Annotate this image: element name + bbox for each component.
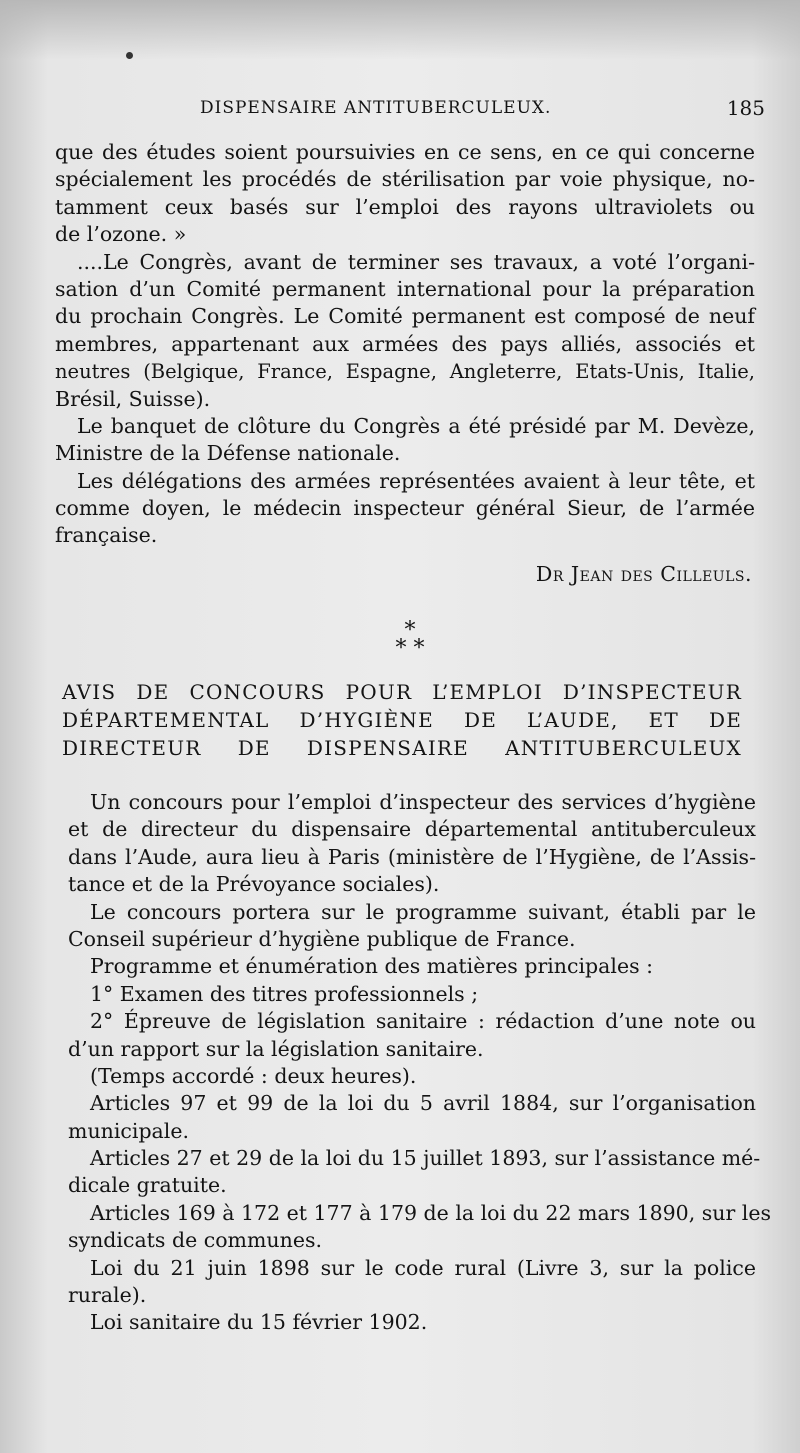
text-line: membres, appartenant aux armées des pays alliés, associés et bbox=[55, 331, 755, 356]
scan-shadow bbox=[0, 0, 800, 60]
text-line: ....Le Congrès, avant de terminer ses travaux, a voté l’organi- bbox=[77, 249, 755, 274]
text-line: 2° Épreuve de législation sanitaire : rédaction d’une note ou bbox=[90, 1009, 756, 1034]
running-title: DISPENSAIRE ANTITUBERCULEUX. bbox=[200, 98, 552, 118]
text-line: Programme et énumération des matières principales : bbox=[90, 954, 654, 979]
asterism-glyph: * * * bbox=[395, 618, 425, 661]
text-line: dicale gratuite. bbox=[68, 1173, 227, 1198]
running-header bbox=[200, 96, 775, 126]
heading-line: DIRECTEUR DE DISPENSAIRE ANTITUBERCULEUX bbox=[62, 736, 742, 760]
section-asterism bbox=[385, 618, 435, 666]
text-line: Un concours pour l’emploi d’inspecteur des services d’hygiène bbox=[90, 790, 756, 814]
text-line: Le concours portera sur le programme suivant, établi par le bbox=[90, 899, 756, 924]
text-line: d’un rapport sur la législation sanitaire. bbox=[68, 1036, 484, 1061]
text-line: Les délégations des armées représentées avaient à leur tête, et bbox=[77, 468, 755, 493]
heading-line: DÉPARTEMENTAL D’HYGIÈNE DE L’AUDE, ET DE bbox=[62, 708, 742, 732]
ink-speck bbox=[126, 52, 133, 59]
text-line: Articles 169 à 172 et 177 à 179 de la loi du 22 mars 1890, sur les bbox=[90, 1200, 771, 1225]
text-line: Articles 27 et 29 de la loi du 15 juillet 1893, sur l’assistance mé- bbox=[90, 1146, 761, 1171]
text-line: française. bbox=[55, 523, 158, 548]
text-line: syndicats de communes. bbox=[68, 1228, 323, 1253]
text-line: Ministre de la Défense nationale. bbox=[55, 441, 401, 466]
text-line: neutres (Belgique, France, Espagne, Angleterre, Etats-Unis, Italie, bbox=[55, 360, 755, 384]
text-line: 1° Examen des titres professionnels ; bbox=[90, 981, 479, 1006]
text-line: (Temps accordé : deux heures). bbox=[90, 1063, 417, 1088]
text-line: tance et de la Prévoyance sociales). bbox=[68, 872, 440, 897]
notice-heading bbox=[62, 678, 742, 762]
text-line: de l’ozone. » bbox=[55, 222, 187, 247]
text-line: du prochain Congrès. Le Comité permanent est composé de neuf bbox=[55, 304, 755, 329]
page-number: 185 bbox=[726, 96, 765, 120]
text-line: dans l’Aude, aura lieu à Paris (ministère de l’Hygiène, de l’Assis- bbox=[68, 844, 756, 869]
notice-body-text bbox=[68, 789, 771, 1337]
text-line: Conseil supérieur d’hygiène publique de France. bbox=[68, 926, 576, 951]
text-line: que des études soient poursuivies en ce sens, en ce qui concerne bbox=[55, 140, 755, 164]
text-line: comme doyen, le médecin inspecteur général Sieur, de l’armée bbox=[55, 496, 755, 521]
text-line: et de directeur du dispensaire départemental antituberculeux bbox=[68, 817, 756, 842]
author-signature: Dr Jean des Cilleuls. bbox=[535, 562, 752, 586]
text-line: tamment ceux basés sur l’emploi des rayons ultraviolets ou bbox=[55, 194, 755, 219]
text-line: Brésil, Suisse). bbox=[55, 386, 211, 411]
text-line: rurale). bbox=[68, 1283, 147, 1308]
text-line: sation d’un Comité permanent international pour la préparation bbox=[55, 276, 755, 301]
text-line: spécialement les procédés de stérilisation par voie physique, no- bbox=[55, 167, 755, 192]
text-line: Loi du 21 juin 1898 sur le code rural (Livre 3, sur la police bbox=[90, 1255, 756, 1280]
text-line: Articles 97 et 99 de la loi du 5 avril 1884, sur l’organisation bbox=[90, 1091, 756, 1116]
text-line: Le banquet de clôture du Congrès a été présidé par M. Devèze, bbox=[77, 413, 755, 438]
text-line: Loi sanitaire du 15 février 1902. bbox=[90, 1310, 428, 1335]
heading-line: AVIS DE CONCOURS POUR L’EMPLOI D’INSPECTEUR bbox=[62, 680, 742, 704]
text-line: municipale. bbox=[68, 1118, 189, 1143]
article-congress-text bbox=[55, 139, 755, 550]
